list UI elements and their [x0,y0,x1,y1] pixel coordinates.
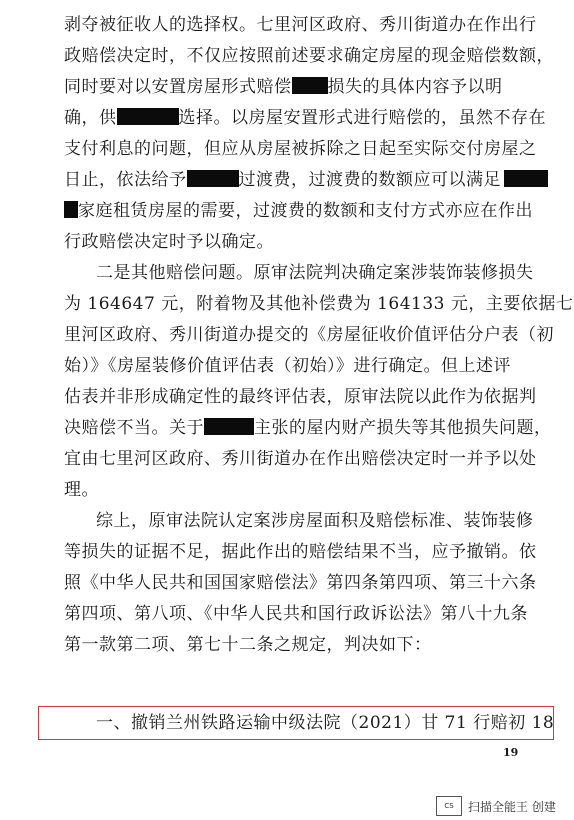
text-line-16: 理。 [64,480,99,500]
page-number: 19 [503,746,519,759]
text-line-2: 政赔偿决定时，不仅应按照前述要求确定房屋的现金赔偿数额， [64,46,554,66]
redaction-block [504,170,548,187]
redaction-block [292,77,328,94]
text-line-1: 剥夺被征收人的选择权。七里河区政府、秀川街道办在作出行 [64,15,537,35]
text-line-4: 确，供 选择。以房屋安置形式进行赔偿的，虽然不存在 [64,108,546,128]
redaction-block [117,108,179,125]
text-line-5: 支付利息的问题，但应从房屋被拆除之日起至实际交付房屋之 [64,139,537,159]
text-line-11: 里河区政府、秀川街道办提交的《房屋征收价值评估分户表（初 [64,325,554,345]
text-line-13: 估表并非形成确定性的最终评估表，原审法院以此作为依据判 [64,387,537,407]
watermark-label: 扫描全能王 创建 [468,799,556,814]
text-line-9: 二是其他赔偿问题。原审法院判决确定案涉装饰装修损失 [96,263,534,283]
text-line-7: 家庭租赁房屋的需要，过渡费的数额和支付方式亦应在作出 [64,200,516,222]
text-line-12: 始）》《房屋装修价值评估表（初始）》进行确定。但上述评 [64,356,511,376]
text-line-14: 决赔偿不当。关于 主张的屋内财产损失等其他损失问题， [64,418,552,438]
camscanner-logo-icon: CS [436,796,462,816]
redaction-block [187,170,239,187]
text-line-17: 综上，原审法院认定案涉房屋面积及赔偿标准、装饰装修 [96,511,534,531]
text-line-19: 照《中华人民共和国国家赔偿法》第四条第四项、第三十六条 [64,573,537,593]
text-line-3: 同时要对以安置房屋形式赔偿 损失的具体内容予以明 [64,77,503,97]
redaction-block [204,418,254,435]
text-line-22: 一、撤销兰州铁路运输中级法院（2021）甘 71 行赔初 18 [96,713,555,733]
text-line-10: 为 164647 元，附着物及其他补偿费为 164133 元，主要依据七 [64,294,574,314]
redaction-block [64,201,78,218]
text-line-15: 宜由七里河区政府、秀川街道办在作出赔偿决定时一并予以处 [64,449,537,469]
text-line-8: 行政赔偿决定时予以确定。 [64,232,274,252]
text-line-6: 日止，依法给予 过渡费，过渡费的数额应可以满足 [64,169,516,191]
scanner-watermark [436,796,556,816]
text-line-21: 第一款第二项、第七十二条之规定，判决如下： [64,635,432,655]
text-line-20: 第四项、第八项、《中华人民共和国行政诉讼法》第八十九条 [64,604,528,624]
text-line-18: 等损失的证据不足，据此作出的赔偿结果不当，应予撤销。依 [64,542,537,562]
